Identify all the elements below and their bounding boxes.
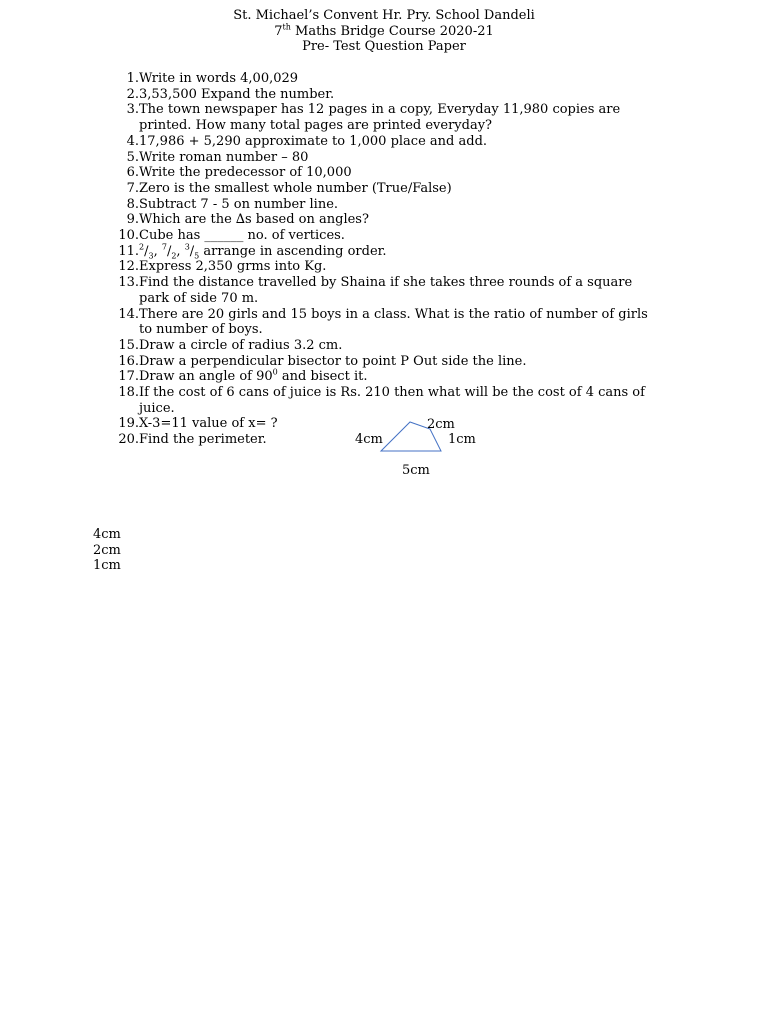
- question-line: 3,53,500 Expand the number.: [139, 86, 335, 102]
- fraction-numerator: 3: [184, 242, 190, 252]
- question-line: Subtract 7 - 5 on number line.: [139, 196, 339, 212]
- course-grade: 7: [274, 23, 283, 39]
- question-item: [108, 338, 688, 354]
- paper-title: Pre- Test Question Paper: [302, 39, 466, 55]
- question-number: 15.: [118, 337, 139, 353]
- question-line: Find the perimeter.: [139, 432, 267, 448]
- question-item: [108, 212, 688, 228]
- question-line: 17,986 + 5,290 approximate to 1,000 place and add.: [139, 133, 488, 149]
- question-text: [139, 197, 688, 213]
- question-number: 12.: [118, 259, 139, 275]
- question-number: 18.: [118, 385, 139, 401]
- degree-superscript: 0: [272, 368, 278, 378]
- question-text: [139, 369, 688, 385]
- fraction-denominator: 5: [194, 251, 200, 261]
- question-number: 16.: [118, 353, 139, 369]
- question-line: Which are the ∆s based on angles?: [139, 212, 369, 228]
- question-number: 2.: [126, 86, 139, 102]
- stray-labels: [93, 527, 121, 574]
- fraction-denominator: 2: [171, 251, 177, 261]
- fraction-numerator: 2: [139, 242, 145, 252]
- question-line: There are 20 girls and 15 boys in a class. What is the ratio of number of girls: [139, 306, 648, 322]
- question-line: Express 2,350 grms into Kg.: [139, 259, 327, 275]
- question-item: [108, 134, 688, 150]
- question-text: [139, 212, 688, 228]
- question-item: [108, 259, 688, 275]
- question-number: 19.: [118, 416, 139, 432]
- question-line: The town newspaper has 12 pages in a copy, Everyday 11,980 copies are: [139, 102, 621, 118]
- question-number: 5.: [126, 149, 139, 165]
- question-number: 3.: [126, 102, 139, 118]
- question-line: arrange in ascending order.: [199, 243, 387, 259]
- question-line-end: and bisect it.: [277, 369, 368, 385]
- question-text: [139, 134, 688, 150]
- question-text: [139, 102, 688, 133]
- fraction-denominator: 3: [148, 251, 154, 261]
- question-item: [108, 244, 688, 260]
- question-line: Zero is the smallest whole number (True/False): [139, 180, 452, 196]
- question-text: [139, 275, 688, 306]
- question-text: [139, 165, 688, 181]
- question-line: Cube has ______ no. of vertices.: [139, 228, 345, 244]
- figure-left-label: 4cm: [355, 432, 383, 447]
- question-item: [108, 385, 688, 416]
- question-text: $^2/_3$, $^7/_2$, $^3/_5$ arrange in ascending order.: [139, 242, 387, 261]
- stray-label: 1cm: [93, 558, 121, 574]
- stray-label: 4cm: [93, 527, 121, 542]
- question-line: If the cost of 6 cans of juice is Rs. 210 then what will be the cost of 4 cans of: [139, 385, 645, 401]
- question-line: Draw a circle of radius 3.2 cm.: [139, 337, 343, 353]
- question-number: 8.: [126, 196, 139, 212]
- question-line-continued: park of side 70 m.: [139, 290, 259, 306]
- school-name: St. Michael’s Convent Hr. Pry. School Dandeli: [233, 8, 535, 23]
- question-text: [139, 259, 688, 275]
- question-number: 10.: [118, 228, 139, 244]
- course-title-rest: Maths Bridge Course 2020-21: [290, 23, 494, 39]
- question-number: 6.: [126, 165, 139, 181]
- question-item: [108, 87, 688, 103]
- fraction-numerator: 7: [161, 242, 167, 252]
- question-text: [139, 71, 688, 87]
- question-text: [139, 385, 688, 416]
- paper-header: [0, 8, 768, 55]
- question-item: [108, 369, 688, 385]
- question-list: [108, 71, 688, 448]
- question-line-continued: juice.: [139, 400, 175, 416]
- question-text: [139, 87, 688, 103]
- question-text: [139, 307, 688, 338]
- question-number: 9.: [126, 212, 139, 228]
- question-item: [108, 150, 688, 166]
- figure-bottom-label: 5cm: [402, 463, 430, 478]
- question-number: 13.: [118, 275, 139, 291]
- question-text: [139, 150, 688, 166]
- question-line: Write roman number – 80: [139, 149, 309, 165]
- question-number: 11.: [118, 243, 139, 259]
- question-item: [108, 275, 688, 306]
- course-grade-suffix: th: [282, 22, 291, 32]
- course-title: [0, 24, 768, 40]
- stray-label: 2cm: [93, 542, 121, 558]
- question-line: Draw a perpendicular bisector to point P Out side the line.: [139, 353, 527, 369]
- question-text: [139, 228, 688, 244]
- figure-right-label: 1cm: [448, 432, 476, 447]
- question-item: [108, 307, 688, 338]
- question-item: [108, 354, 688, 370]
- question-item: [108, 165, 688, 181]
- question-line-continued: printed. How many total pages are printed everyday?: [139, 118, 493, 134]
- question-item: [108, 102, 688, 133]
- question-number: 14.: [118, 306, 139, 322]
- question-line: Write in words 4,00,029: [139, 71, 299, 86]
- question-text: [139, 181, 688, 197]
- question-line: Write the predecessor of 10,000: [139, 165, 352, 181]
- question-number: 7.: [126, 180, 139, 196]
- question-item: [108, 71, 688, 87]
- question-line: Draw an angle of 90: [139, 369, 273, 385]
- question-line: Find the distance travelled by Shaina if she takes three rounds of a square: [139, 275, 633, 291]
- question-number: 17.: [118, 369, 139, 385]
- question-text: [139, 338, 688, 354]
- question-line: X-3=11 value of x= ?: [139, 416, 278, 432]
- question-item: [108, 197, 688, 213]
- figure-top-label: 2cm: [427, 417, 455, 432]
- question-line-continued: to number of boys.: [139, 322, 263, 338]
- question-number: 4.: [126, 133, 139, 149]
- question-number: 20.: [118, 432, 139, 448]
- question-item: [108, 181, 688, 197]
- question-text: [139, 354, 688, 370]
- question-item: [108, 228, 688, 244]
- question-number: 1.: [126, 71, 139, 86]
